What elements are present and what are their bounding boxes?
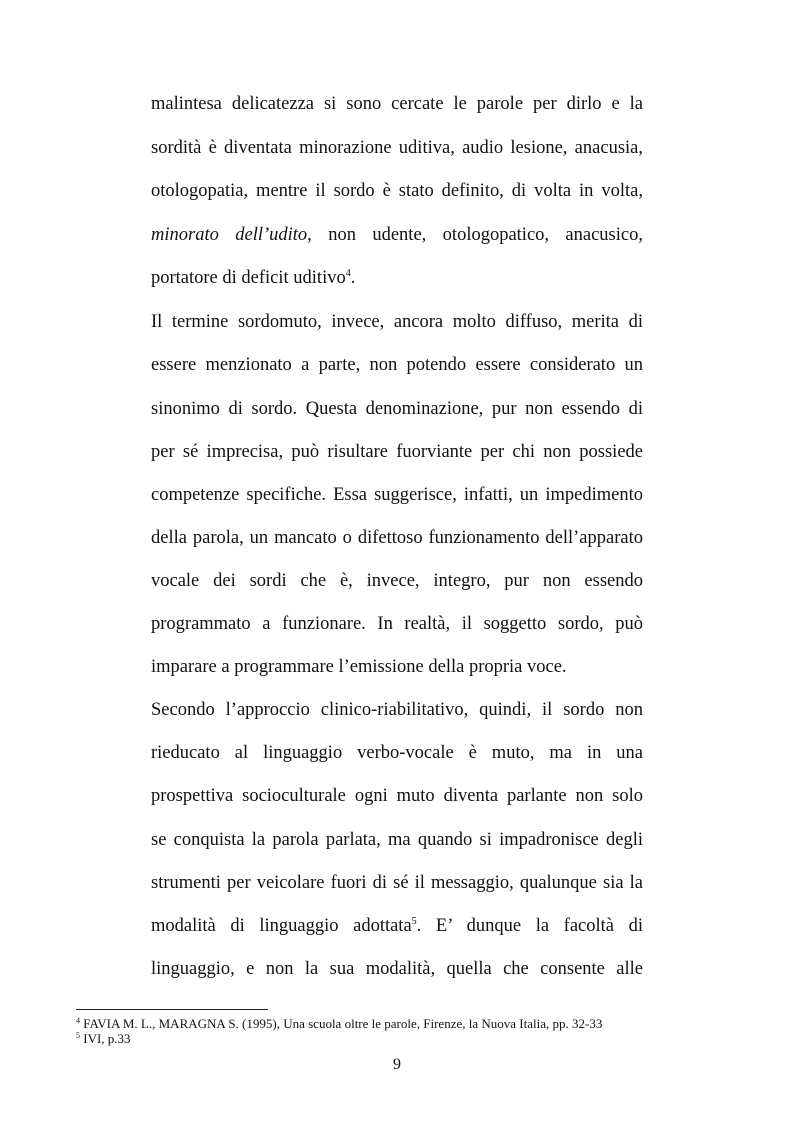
italic-term: minorato dell’udito — [151, 225, 308, 245]
text-line: essere menzionato a parte, non potendo essere considerato un — [151, 355, 643, 375]
footnote-text: FAVIA M. L., MARAGNA S. (1995), Una scuola oltre le parole, Firenze, la Nuova Italia, pp. 32-33 — [83, 1016, 603, 1031]
text-line: se conquista la parola parlata, ma quando si impadronisce degli — [151, 830, 643, 850]
text-line: prospettiva socioculturale ogni muto diventa parlante non solo — [151, 786, 643, 806]
text-line: strumenti per veicolare fuori di sé il messaggio, qualunque sia la — [151, 873, 643, 893]
text-line: sinonimo di sordo. Questa denominazione, pur non essendo di — [151, 399, 643, 419]
text-fragment: modalità di linguaggio adottata — [151, 916, 412, 936]
text-line: competenze specifiche. Essa suggerisce, infatti, un impedimento — [151, 485, 643, 505]
page-number: 9 — [393, 1056, 401, 1073]
text-fragment: portatore di deficit uditivo — [151, 268, 346, 288]
text-line: Il termine sordomuto, invece, ancora molto diffuso, merita di — [151, 312, 643, 332]
footnote-mark: 4 — [76, 1016, 80, 1025]
text-line: imparare a programmare l’emissione della propria voce. — [151, 657, 567, 677]
text-line: vocale dei sordi che è, invece, integro, pur non essendo — [151, 571, 643, 591]
text-line — [151, 266, 643, 290]
text-line: programmato a funzionare. In realtà, il soggetto sordo, può — [151, 614, 643, 634]
footnote — [76, 1016, 602, 1031]
text-line: Secondo l’approccio clinico-riabilitativo, quindi, il sordo non — [151, 700, 643, 720]
footnote-divider — [76, 1009, 268, 1010]
footnote-reference: 5 — [411, 916, 417, 927]
text-line: per sé imprecisa, può risultare fuorviante per chi non possiede — [151, 442, 643, 462]
text-fragment: . — [350, 268, 356, 288]
footnote-mark: 5 — [76, 1031, 80, 1040]
text-line: linguaggio, e non la sua modalità, quella che consente alle — [151, 959, 643, 979]
footnote-text: IVI, p.33 — [83, 1031, 131, 1046]
footnote-reference: 4 — [345, 268, 351, 279]
text-line — [151, 914, 643, 938]
text-line: sordità è diventata minorazione uditiva, audio lesione, anacusia, — [151, 138, 643, 158]
footnote — [76, 1031, 131, 1046]
text-line: malintesa delicatezza si sono cercate le parole per dirlo e la — [151, 94, 643, 114]
text-line: rieducato al linguaggio verbo-vocale è muto, ma in una — [151, 743, 643, 763]
text-fragment: . E’ dunque la facoltà di — [416, 916, 643, 936]
text-fragment: , non udente, otologopatico, anacusico, — [307, 225, 643, 245]
text-line: della parola, un mancato o difettoso funzionamento dell’apparato — [151, 528, 643, 548]
text-line: otologopatia, mentre il sordo è stato definito, di volta in volta, — [151, 181, 643, 201]
text-line — [151, 223, 643, 247]
